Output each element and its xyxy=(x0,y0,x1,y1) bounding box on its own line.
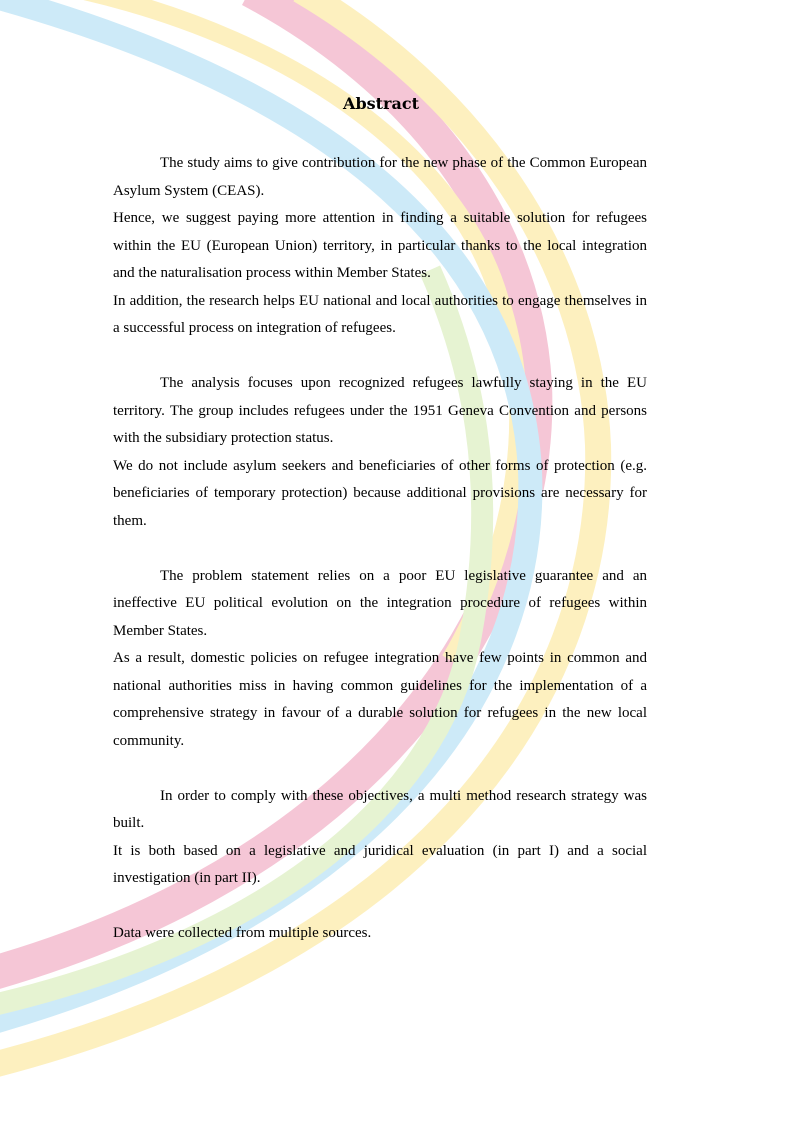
paragraph-5 xyxy=(113,920,647,948)
paragraph-line: The study aims to give contribution for the new phase of the Common European Asylum System (CEAS). xyxy=(113,155,647,199)
paragraph-line: We do not include asylum seekers and beneficiaries of other forms of protection (e.g. beneficiaries of temporary protection) because additional provisions are necessary for them. xyxy=(113,457,647,529)
paragraph-line: Data were collected from multiple sources. xyxy=(113,925,372,941)
paragraph-4 xyxy=(113,783,647,893)
paragraph-1 xyxy=(113,150,647,343)
paragraph-2 xyxy=(113,370,647,535)
paragraph-line: The problem statement relies on a poor EU legislative guarantee and an ineffective EU political evolution on the integration procedure of refugees within Member States. xyxy=(113,567,647,639)
paragraph-line: In addition, the research helps EU national and local authorities to engage themselves in a successful process on integration of refugees. xyxy=(113,292,647,336)
paragraph-line: Hence, we suggest paying more attention in finding a suitable solution for refugees within the EU (European Union) territory, in particular thanks to the local integration and the naturalisation process within Member States. xyxy=(113,210,647,281)
page-title: Abstract xyxy=(343,94,419,113)
paragraph-line: It is both based on a legislative and juridical evaluation (in part I) and a social investigation (in part II). xyxy=(113,842,647,886)
paragraph-3 xyxy=(113,563,647,756)
paragraph-line: As a result, domestic policies on refugee integration have few points in common and national authorities miss in having common guidelines for the implementation of a comprehensive strategy in favour of a durable solution for refugees in the new local community. xyxy=(113,650,647,749)
paragraph-line: The analysis focuses upon recognized refugees lawfully staying in the EU territory. The group includes refugees under the 1951 Geneva Convention and persons with the subsidiary protection status. xyxy=(113,375,647,446)
abstract-body xyxy=(113,150,647,975)
paragraph-line: In order to comply with these objectives, a multi method research strategy was built. xyxy=(113,787,647,831)
